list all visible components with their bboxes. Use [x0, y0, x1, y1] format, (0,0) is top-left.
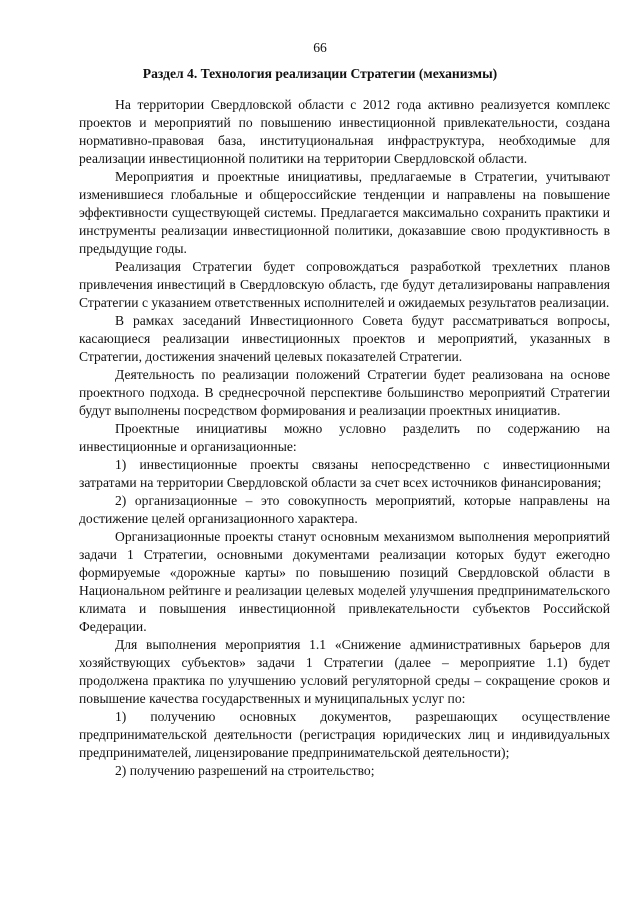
paragraph: Организационные проекты станут основным механизмом выполнения мероприятий задачи 1 Стратегии, основными документами реализации которых будут ежегодно формируемые «дорожные карты» по повышению позиций Свердловской области в Национальном рейтинге и реализации целевых моделей улучшения предпринимательского климата и повышения инвестиционной привлекательности субъектов Российской Федерации. [79, 529, 610, 634]
paragraph: В рамках заседаний Инвестиционного Совета будут рассматриваться вопросы, касающиеся реализации инвестиционных проектов и мероприятий, указанных в Стратегии, достижения значений целевых показателей Стратегии. [79, 313, 610, 364]
section-title: Раздел 4. Технология реализации Стратегии (механизмы) [142, 66, 498, 81]
list-item-paragraph: 1) инвестиционные проекты связаны непосредственно с инвестиционными затратами на территории Свердловской области за счет всех источников финансирования; [79, 457, 610, 490]
list-item-paragraph: 1) получению основных документов, разрешающих осуществление предпринимательской деятельности (регистрация юридических лиц и индивидуальных предпринимателей, лицензирование предпринимательской деятельности); [79, 709, 610, 760]
body-text [79, 96, 610, 780]
paragraph: Для выполнения мероприятия 1.1 «Снижение административных барьеров для хозяйствующих субъектов» задачи 1 Стратегии (далее – мероприятие 1.1) будет продолжена практика по улучшению условий регуляторной среды – сокращение сроков и повышение качества государственных и муниципальных услуг по: [79, 637, 610, 706]
list-item-paragraph: 2) получению разрешений на строительство; [115, 763, 375, 778]
paragraph: На территории Свердловской области с 2012 года активно реализуется комплекс проектов и мероприятий по повышению инвестиционной привлекательности, создана нормативно-правовая база, институциональная инфраструктура, необходимые для реализации инвестиционной политики на территории Свердловской области. [79, 97, 610, 166]
list-item-paragraph: 2) организационные – это совокупность мероприятий, которые направлены на достижение целей организационного характера. [79, 493, 610, 526]
paragraph: Мероприятия и проектные инициативы, предлагаемые в Стратегии, учитывают изменившиеся глобальные и общероссийские тенденции и направлены на повышение эффективности существующей системы. Предлагается максимально сохранить практики и инструменты реализации инвестиционной политики, доказавшие свою продуктивность в предыдущие годы. [79, 169, 610, 256]
paragraph: Реализация Стратегии будет сопровождаться разработкой трехлетних планов привлечения инвестиций в Свердловскую область, где будут детализированы направления Стратегии с указанием ответственных исполнителей и ожидаемых результатов реализации. [79, 259, 610, 310]
paragraph: Проектные инициативы можно условно разделить по содержанию на инвестиционные и организационные: [79, 421, 610, 454]
page-number: 66 [313, 40, 327, 55]
paragraph: Деятельность по реализации положений Стратегии будет реализована на основе проектного подхода. В среднесрочной перспективе большинство мероприятий Стратегии будут выполнены посредством формирования и реализации проектных инициатив. [79, 367, 610, 418]
